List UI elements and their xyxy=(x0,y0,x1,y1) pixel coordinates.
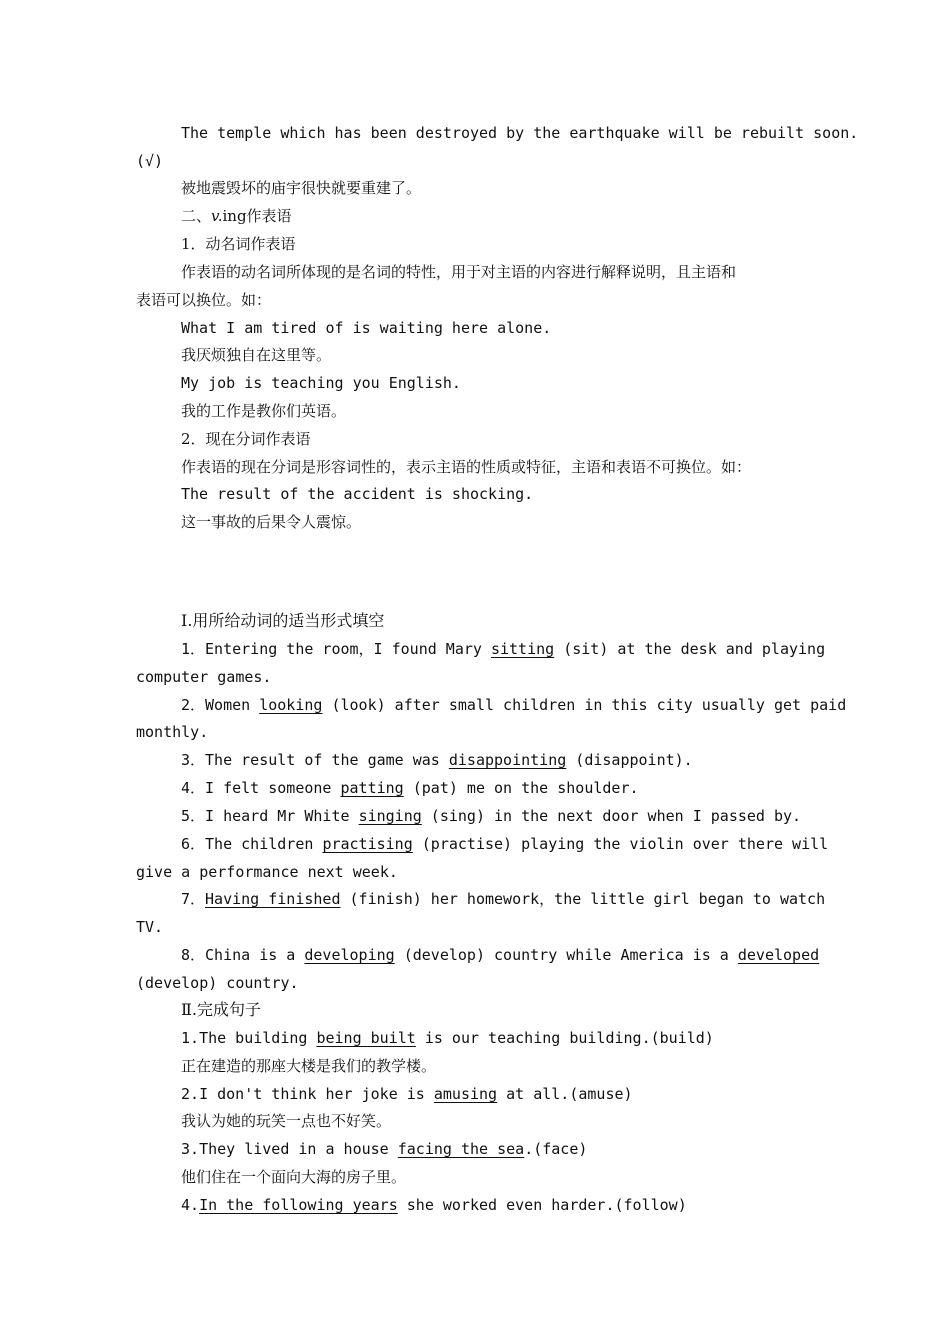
exercise-1-item-2-cont: monthly. xyxy=(136,723,209,741)
exercise-1-item-8-cont: (develop) country. xyxy=(136,974,299,992)
exercise-1-item-6-cont: give a performance next week. xyxy=(136,863,398,881)
exercise-1-item-4: 4．I felt someone patting (pat) me on the shoulder. xyxy=(181,779,639,797)
exercise-1-item-1-cont: computer games. xyxy=(136,668,272,686)
answer-blank: practising xyxy=(322,835,413,853)
sub2-example-en: The result of the accident is shocking. xyxy=(181,485,534,503)
exercise-1-item-1: 1．Entering the room，I found Mary sitting (sit) at the desk and playing xyxy=(181,640,826,658)
answer-blank: amusing xyxy=(433,1085,498,1103)
exercise-1-item-3: 3．The result of the game was disappointing (disappoint). xyxy=(181,751,693,769)
exercise-1-item-7-cont: TV. xyxy=(136,918,164,936)
exercise-2-item-1-cn: 正在建造的那座大楼是我们的教学楼。 xyxy=(181,1057,437,1075)
sub2-example-cn: 这一事故的后果令人震惊。 xyxy=(181,513,362,531)
sub1-example-en-2: My job is teaching you English. xyxy=(181,374,461,392)
sub1-example-cn-1: 我厌烦独自在这里等。 xyxy=(181,346,332,364)
subsection-title-1: 1．动名词作表语 xyxy=(181,235,296,253)
answer-blank: Having finished xyxy=(205,890,341,908)
exercise-2-item-3-cn: 他们住在一个面向大海的房子里。 xyxy=(181,1168,407,1186)
exercise-1-heading: Ⅰ.用所给动词的适当形式填空 xyxy=(181,611,385,630)
answer-blank: developed xyxy=(737,946,820,964)
sub1-example-cn-2: 我的工作是教你们英语。 xyxy=(181,402,347,420)
subsection-title-2: 2．现在分词作表语 xyxy=(181,430,311,448)
exercise-1-item-6: 6．The children practising (practise) playing the violin over there will xyxy=(181,835,829,853)
sub1-example-en-1: What I am tired of is waiting here alone. xyxy=(181,319,552,337)
answer-blank: patting xyxy=(340,779,404,797)
exercise-2-item-2: 2.I don't think her joke is amusing at all.(amuse) xyxy=(181,1085,633,1103)
answer-blank: looking xyxy=(259,696,323,714)
exercise-1-item-5: 5．I heard Mr White singing (sing) in the next door when I passed by. xyxy=(181,807,802,825)
example-mark: (√) xyxy=(136,152,164,170)
exercise-2-item-4: 4.In the following years she worked even harder.(follow) xyxy=(181,1196,687,1214)
exercise-2-item-2-cn: 我认为她的玩笑一点也不好笑。 xyxy=(181,1112,392,1130)
answer-blank: disappointing xyxy=(448,751,567,769)
exercise-2-heading: Ⅱ.完成句子 xyxy=(181,1000,261,1019)
exercise-2-item-3: 3.They lived in a house facing the sea.(face) xyxy=(181,1140,588,1158)
answer-blank: facing the sea xyxy=(397,1140,525,1158)
answer-blank: developing xyxy=(304,946,395,964)
subsection-desc-1-cont: 表语可以换位。如： xyxy=(136,291,272,309)
section-heading-2: 二、v.ing作表语 xyxy=(181,207,292,225)
answer-blank: being built xyxy=(316,1029,416,1047)
answer-blank: In the following years xyxy=(199,1196,398,1214)
answer-blank: sitting xyxy=(490,640,555,658)
exercise-1-item-8: 8．China is a developing (develop) country while America is a developed xyxy=(181,946,820,964)
exercise-1-item-7: 7．Having finished (finish) her homework，the little girl began to watch xyxy=(181,890,826,908)
exercise-1-item-2: 2．Women looking (look) after small children in this city usually get paid xyxy=(181,696,847,714)
subsection-desc-2: 作表语的现在分词是形容词性的，表示主语的性质或特征，主语和表语不可换位。如： xyxy=(181,458,752,476)
example-sentence-cn: 被地震毁坏的庙宇很快就要重建了。 xyxy=(181,179,422,197)
answer-blank: singing xyxy=(358,807,422,825)
subsection-desc-1: 作表语的动名词所体现的是名词的特性，用于对主语的内容进行解释说明，且主语和 xyxy=(181,263,737,281)
example-sentence-en: The temple which has been destroyed by the earthquake will be rebuilt soon. xyxy=(181,124,859,142)
exercise-2-item-1: 1.The building being built is our teaching building.(build) xyxy=(181,1029,714,1047)
